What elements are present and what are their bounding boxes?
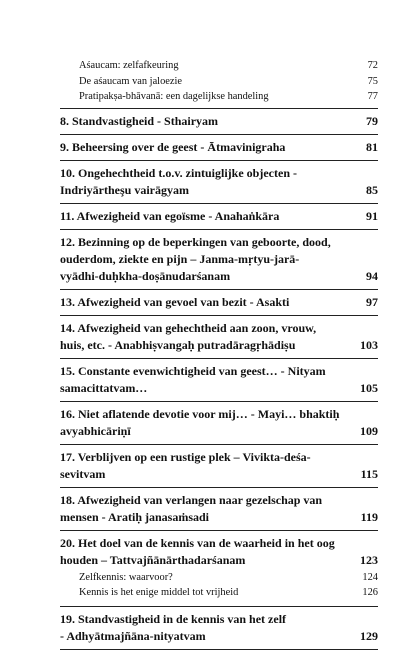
toc-title-line: 20. Het doel van de kennis van de waarheid in het oog (60, 535, 335, 550)
toc-entry-title: Zelfkennis: waarvoor? (79, 571, 173, 583)
toc-sub-entry (60, 570, 378, 586)
toc-main-entry (60, 290, 378, 315)
toc-entry-page: 91 (366, 208, 378, 223)
toc-entry-page: 124 (362, 571, 378, 583)
toc-sub-entry (60, 89, 378, 108)
toc-entry-title (60, 165, 358, 199)
toc-title-line: 18. Afwezigheid van verlangen naar gezelschap van (60, 492, 323, 507)
toc-title-line: ouderdom, ziekte en pijn – Janma-mṛtyu-jarā- (60, 251, 300, 266)
toc-title-line: samacittatvam… (60, 380, 148, 395)
toc-entry-title (60, 234, 358, 285)
toc-entry-title (60, 535, 352, 569)
toc-entry-title: 13. Afwezigheid van gevoel van bezit - Asakti (60, 294, 290, 309)
toc-title-line: 10. Ongehechtheid t.o.v. zintuiglijke objecten - (60, 165, 297, 180)
toc-title-line: vyādhi-duḥkha-doṣānudarśanam (60, 268, 231, 283)
toc-main-entry (60, 135, 378, 160)
toc-title-line: avyabhicāriṇī (60, 423, 131, 438)
toc-main-entry (60, 445, 378, 487)
table-of-contents (60, 58, 378, 650)
toc-main-entry (60, 402, 378, 444)
toc-entry-title (60, 406, 352, 440)
toc-entry-title (60, 449, 353, 483)
toc-entry-title (60, 492, 353, 526)
toc-entry-page: 94 (366, 268, 378, 283)
toc-entry-title: De aśaucam van jaloezie (79, 75, 182, 87)
toc-title-line: huis, etc. - Anabhiṣvangaḥ putradāragṛhādiṣu (60, 337, 296, 352)
toc-sub-entry (60, 58, 378, 74)
toc-title-line: 17. Verblijven op een rustige plek – Vivikta-deśa- (60, 449, 311, 464)
toc-title-line: 14. Afwezigheid van gehechtheid aan zoon, vrouw, (60, 320, 317, 335)
toc-entry-title: 9. Beheersing over de geest - Ātmavinigraha (60, 139, 286, 154)
toc-title-line: houden – Tattvajñānārthadarśanam (60, 552, 246, 567)
toc-entry-page: 105 (360, 380, 378, 395)
toc-title-line: mensen - Aratiḥ janasaṁsadi (60, 509, 210, 524)
toc-entry-page: 97 (366, 294, 378, 309)
toc-title-line: 19. Standvastigheid in de kennis van het zelf (60, 611, 287, 626)
toc-main-entry (60, 230, 378, 289)
toc-entry-page: 109 (360, 423, 378, 438)
toc-entry-title: 11. Afwezigheid van egoïsme - Anahaṅkāra (60, 208, 280, 223)
toc-main-entry (60, 488, 378, 530)
toc-entry-page: 119 (360, 509, 378, 524)
toc-main-entry (60, 109, 378, 134)
toc-title-line: Indriyārtheşu vairāgyam (60, 182, 189, 197)
toc-entry-title (60, 363, 352, 397)
toc-main-entry (60, 204, 378, 229)
toc-entry-title (60, 320, 352, 354)
toc-entry-page: 75 (367, 75, 378, 87)
toc-sub-entry (60, 585, 378, 606)
toc-entry-page: 85 (366, 182, 378, 197)
toc-title-line: 16. Niet aflatende devotie voor mij… - Mayi… bhaktiḥ (60, 406, 340, 421)
toc-entry-page: 81 (366, 139, 378, 154)
toc-title-line: sevitvam (60, 466, 106, 481)
toc-entry-page: 72 (367, 60, 378, 71)
toc-main-entry (60, 607, 378, 649)
toc-title-line: - Adhyātmajñāna-nityatvam (60, 628, 206, 643)
toc-entry-page: 103 (360, 337, 378, 352)
toc-main-entry (60, 316, 378, 358)
toc-entry-title: Aśaucam: zelfafkeuring (79, 60, 179, 71)
toc-sub-entry (60, 74, 378, 90)
toc-main-entry (60, 161, 378, 203)
toc-entry-page: 77 (367, 91, 378, 103)
toc-entry-title: 8. Standvastigheid - Sthairyam (60, 113, 219, 128)
toc-entry-title (60, 611, 352, 645)
toc-entry-page: 129 (360, 628, 378, 643)
toc-main-entry (60, 531, 378, 570)
toc-entry-page: 79 (366, 113, 378, 128)
toc-entry-page: 126 (362, 587, 378, 599)
toc-entry-title: Kennis is het enige middel tot vrijheid (79, 587, 239, 599)
toc-entry-title: Pratipakṣa-bhāvanā: een dagelijkse handeling (79, 91, 269, 103)
toc-title-line: 15. Constante evenwichtigheid van geest… - Nityam (60, 363, 326, 378)
toc-entry-page: 115 (360, 466, 378, 481)
toc-entry-page: 123 (360, 552, 378, 567)
toc-title-line: 12. Bezinning op de beperkingen van geboorte, dood, (60, 234, 331, 249)
toc-main-entry (60, 359, 378, 401)
